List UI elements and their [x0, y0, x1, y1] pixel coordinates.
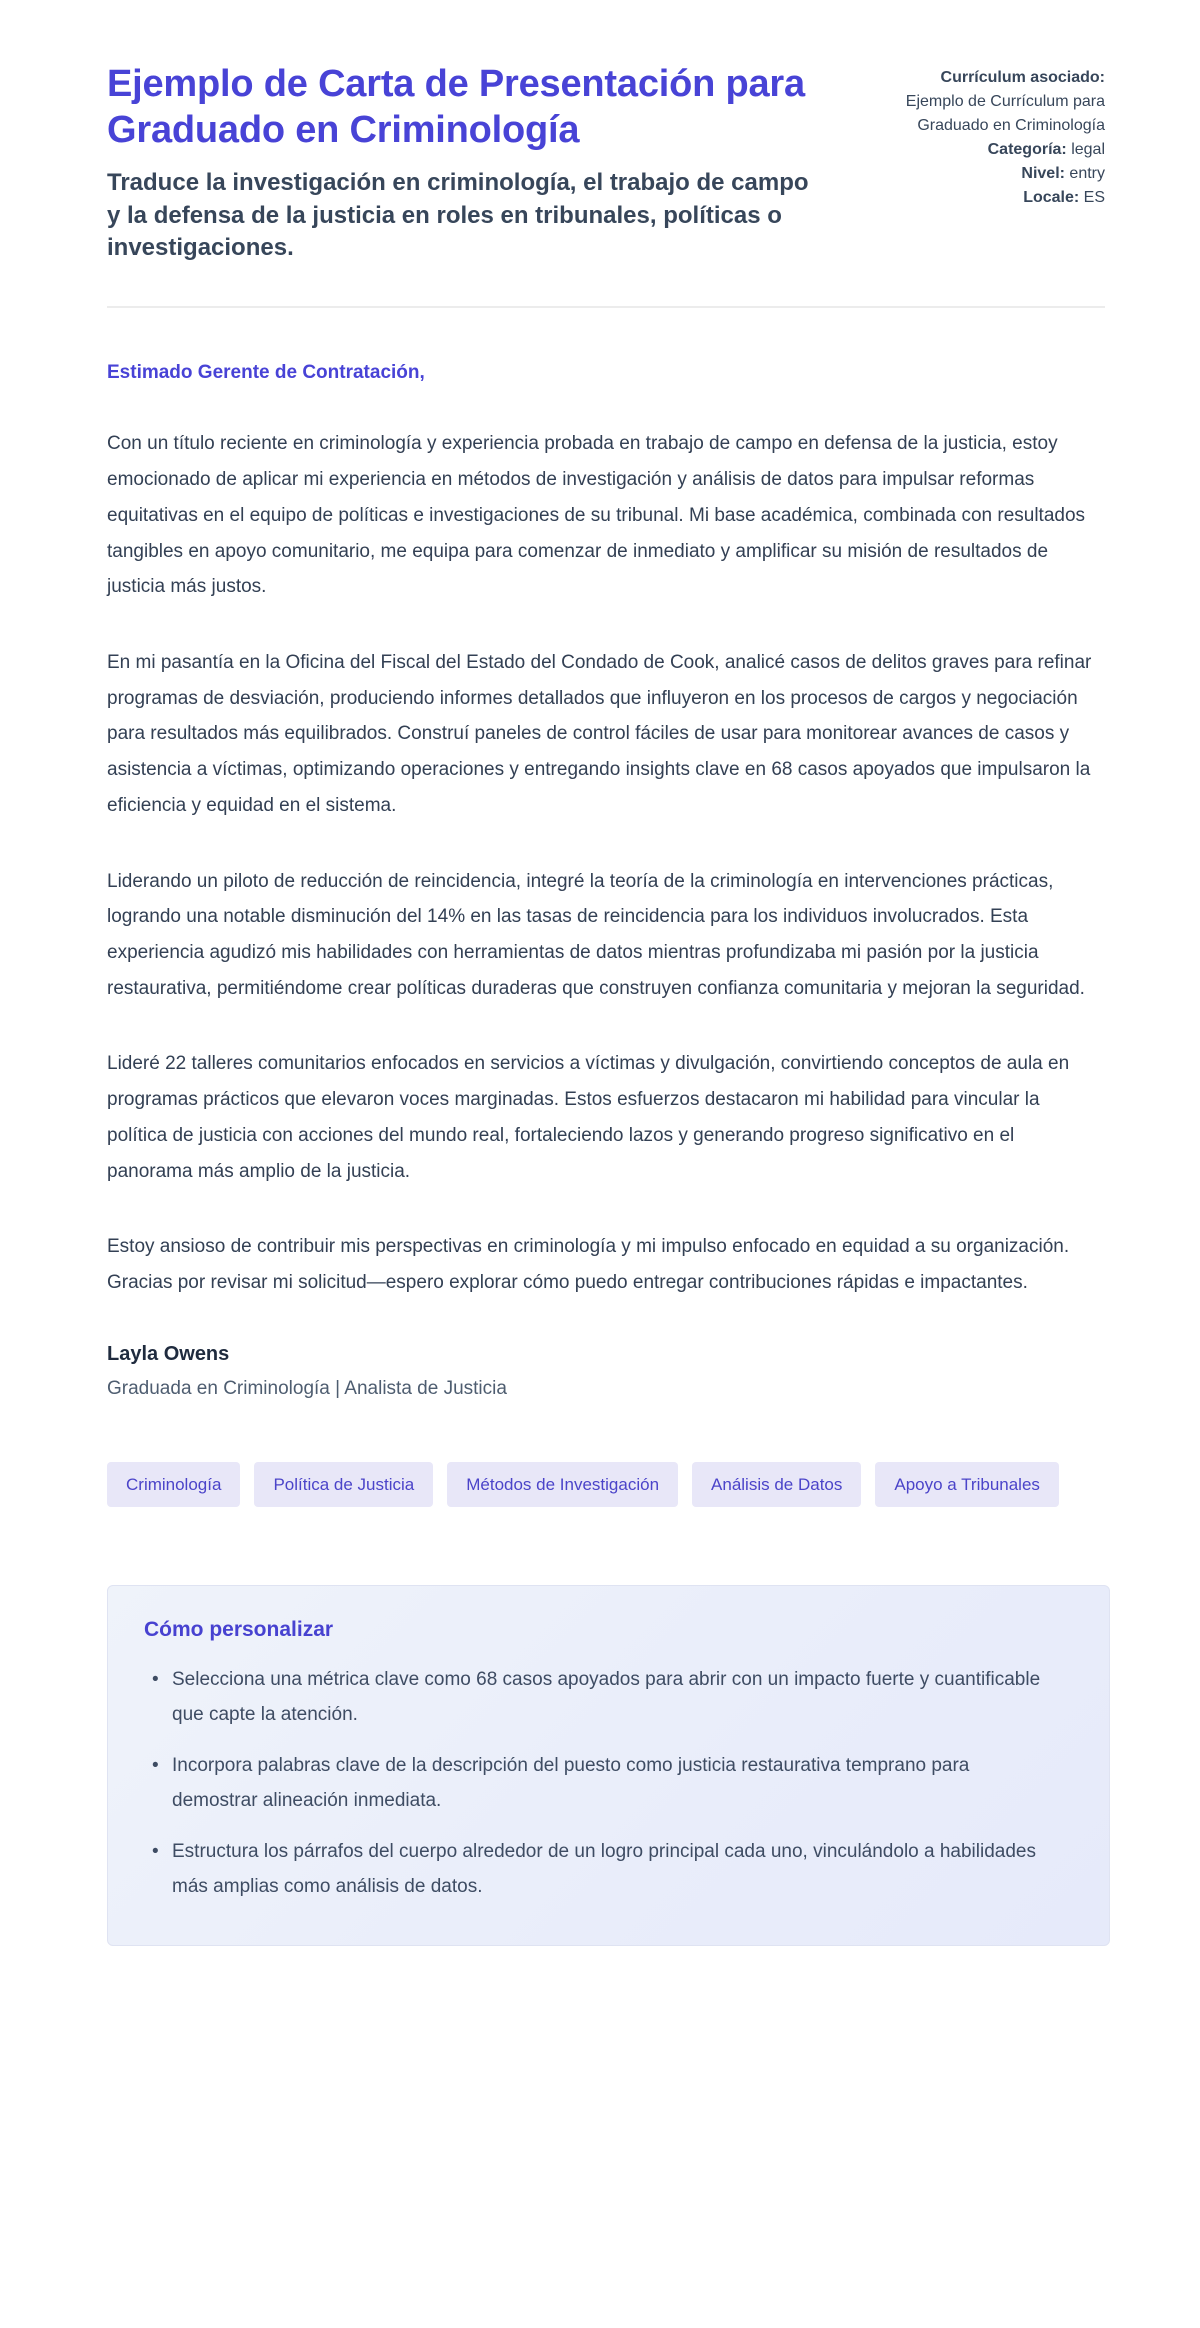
document-header: [107, 62, 1105, 264]
letter-paragraph: Estoy ansioso de contribuir mis perspectivas en criminología y mi impulso enfocado en equidad a su organización. Gracias por revisar mi solicitud—espero explorar cómo puedo entregar contribuciones rápidas e impactantes.: [107, 1236, 1070, 1294]
metadata-category: [857, 138, 1105, 162]
letter-paragraph: Con un título reciente en criminología y experiencia probada en trabajo de campo en defensa de la justicia, estoy emocionado de aplicar mi experiencia en métodos de investigación y análisis de datos para impulsar reformas equitativas en el equipo de políticas e investigaciones de su tribunal. Mi base académica, combinada con resultados tangibles en apoyo comunitario, me equipa para comenzar de inmediato y amplificar su misión de resultados de justicia más justos.: [107, 433, 1086, 598]
metadata-curriculum-label: Currículum asociado:: [940, 69, 1105, 86]
callout-bullet: • Estructura los párrafos del cuerpo alrededor de un logro principal cada uno, vinculándolo a habilidades más amplias como análisis de datos.: [144, 1834, 1049, 1904]
signature-role: Graduada en Criminología | Analista de Justicia: [107, 1377, 507, 1399]
signature-name: Layla Owens: [107, 1342, 230, 1365]
tag-criminologia[interactable]: Criminología: [107, 1462, 240, 1507]
cover-letter-body: [107, 362, 1105, 1945]
header-title-block: [107, 62, 817, 264]
callout-bullet-list: [144, 1662, 1069, 1905]
tag-politica-de-justicia[interactable]: Política de Justicia: [254, 1462, 433, 1507]
metadata-locale-label: Locale:: [1023, 189, 1080, 206]
metadata-level: [857, 162, 1105, 186]
callout-bullet: • Incorpora palabras clave de la descripción del puesto como justicia restaurativa temprano para demostrar alineación inmediata.: [144, 1748, 1049, 1818]
letter-paragraph: Liderando un piloto de reducción de reincidencia, integré la teoría de la criminología en intervenciones prácticas, logrando una notable disminución del 14% en las tasas de reincidencia para los individuos involucrados. Esta experiencia agudizó mis habilidades con herramientas de datos mientras profundizaba mi pasión por la justicia restaurativa, permitiéndome crear políticas duraderas que construyen confianza comunitaria y mejoran la seguridad.: [107, 870, 1085, 999]
metadata-curriculum-value: Ejemplo de Currículum para Graduado en Criminología: [905, 93, 1105, 134]
metadata-panel: [857, 62, 1105, 210]
tag-metodos-de-investigacion[interactable]: Métodos de Investigación: [447, 1462, 678, 1507]
callout-bullet: • Selecciona una métrica clave como 68 casos apoyados para abrir con un impacto fuerte y cuantificable que capte la atención.: [144, 1662, 1049, 1732]
metadata-level-value: entry: [1069, 165, 1105, 182]
metadata-locale: [857, 186, 1105, 210]
tag-apoyo-a-tribunales[interactable]: Apoyo a Tribunales: [875, 1462, 1059, 1507]
tag-analisis-de-datos[interactable]: Análisis de Datos: [692, 1462, 861, 1507]
letter-paragraph: En mi pasantía en la Oficina del Fiscal del Estado del Condado de Cook, analicé casos de delitos graves para refinar programas de desviación, produciendo informes detallados que influyeron en los procesos de cargos y negociación para resultados más equilibrados. Construí paneles de control fáciles de usar para monitorear avances de casos y asistencia a víctimas, optimizando operaciones y entregando insights clave en 68 casos apoyados que impulsaron la eficiencia y equidad en el sistema.: [107, 651, 1092, 816]
page-title: Ejemplo de Carta de Presentación para Graduado en Criminología: [107, 63, 805, 151]
customization-callout: [107, 1585, 1110, 1946]
metadata-locale-value: ES: [1083, 189, 1105, 206]
tag-list: [107, 1462, 1105, 1507]
callout-title: Cómo personalizar: [144, 1617, 334, 1641]
letter-paragraph: Lideré 22 talleres comunitarios enfocados en servicios a víctimas y divulgación, convirtiendo conceptos de aula en programas prácticos que elevaron voces marginadas. Estos esfuerzos destacaron mi habilidad para vincular la política de justicia con acciones del mundo real, fortaleciendo lazos y generando progreso significativo en el panorama más amplio de la justicia.: [107, 1053, 1070, 1182]
page-subtitle: Traduce la investigación en criminología, el trabajo de campo y la defensa de la justicia en roles en tribunales, políticas o investigaciones.: [107, 169, 809, 261]
metadata-category-value: legal: [1071, 141, 1105, 158]
metadata-category-label: Categoría:: [987, 141, 1067, 158]
metadata-level-label: Nivel:: [1021, 165, 1065, 182]
header-divider: [107, 306, 1105, 308]
letter-greeting: Estimado Gerente de Contratación,: [107, 362, 425, 384]
